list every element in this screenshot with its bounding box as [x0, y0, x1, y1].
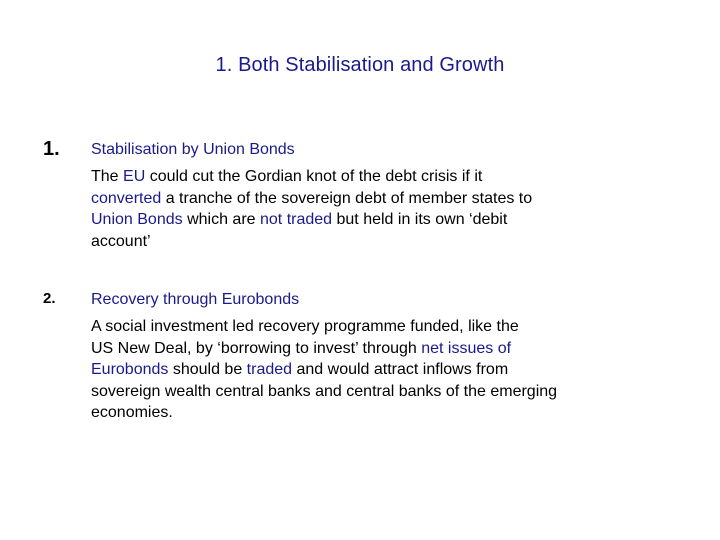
- body-text: should be: [168, 361, 247, 378]
- slide-title: 1. Both Stabilisation and Growth: [215, 54, 505, 76]
- body-text: and would attract inflows from: [292, 361, 509, 378]
- highlighted-text: Eurobonds: [91, 361, 169, 378]
- highlighted-text: converted: [91, 189, 162, 207]
- body-line: [91, 166, 691, 188]
- highlighted-text: not traded: [260, 211, 333, 228]
- body-text: account’: [91, 232, 151, 250]
- body-text: The: [91, 168, 124, 185]
- item-body: [91, 316, 691, 424]
- body-line: [91, 402, 691, 424]
- body-line: [91, 338, 691, 360]
- body-text: sovereign wealth central banks and central banks of the emerging: [91, 382, 558, 400]
- body-line: [91, 209, 691, 231]
- body-text: A social investment led recovery programme funded, like the: [91, 318, 519, 335]
- body-text: could cut the Gordian knot of the debt crisis if it: [145, 168, 483, 185]
- highlighted-text: EU: [123, 168, 146, 185]
- item-heading: Stabilisation by Union Bonds: [91, 141, 295, 158]
- body-text: US New Deal, by ‘borrowing to invest’ through: [91, 339, 422, 357]
- item-number: 2.: [43, 290, 56, 307]
- body-line: [91, 359, 691, 381]
- item-heading: Recovery through Eurobonds: [91, 291, 300, 308]
- body-text: but held in its own ‘debit: [332, 211, 508, 228]
- item-number: 1.: [43, 138, 60, 160]
- item-content: [91, 290, 691, 424]
- highlighted-text: net issues of: [421, 339, 512, 357]
- body-text: which are: [182, 211, 260, 228]
- body-line: [91, 188, 691, 210]
- item-body: [91, 166, 691, 252]
- body-line: [91, 381, 691, 403]
- highlighted-text: Union Bonds: [91, 211, 183, 228]
- item-content: [91, 140, 691, 252]
- highlighted-text: traded: [246, 361, 293, 378]
- body-text: a tranche of the sovereign debt of member states to: [161, 189, 533, 207]
- body-text: economies.: [91, 404, 173, 421]
- body-line: [91, 231, 691, 253]
- body-line: [91, 316, 691, 338]
